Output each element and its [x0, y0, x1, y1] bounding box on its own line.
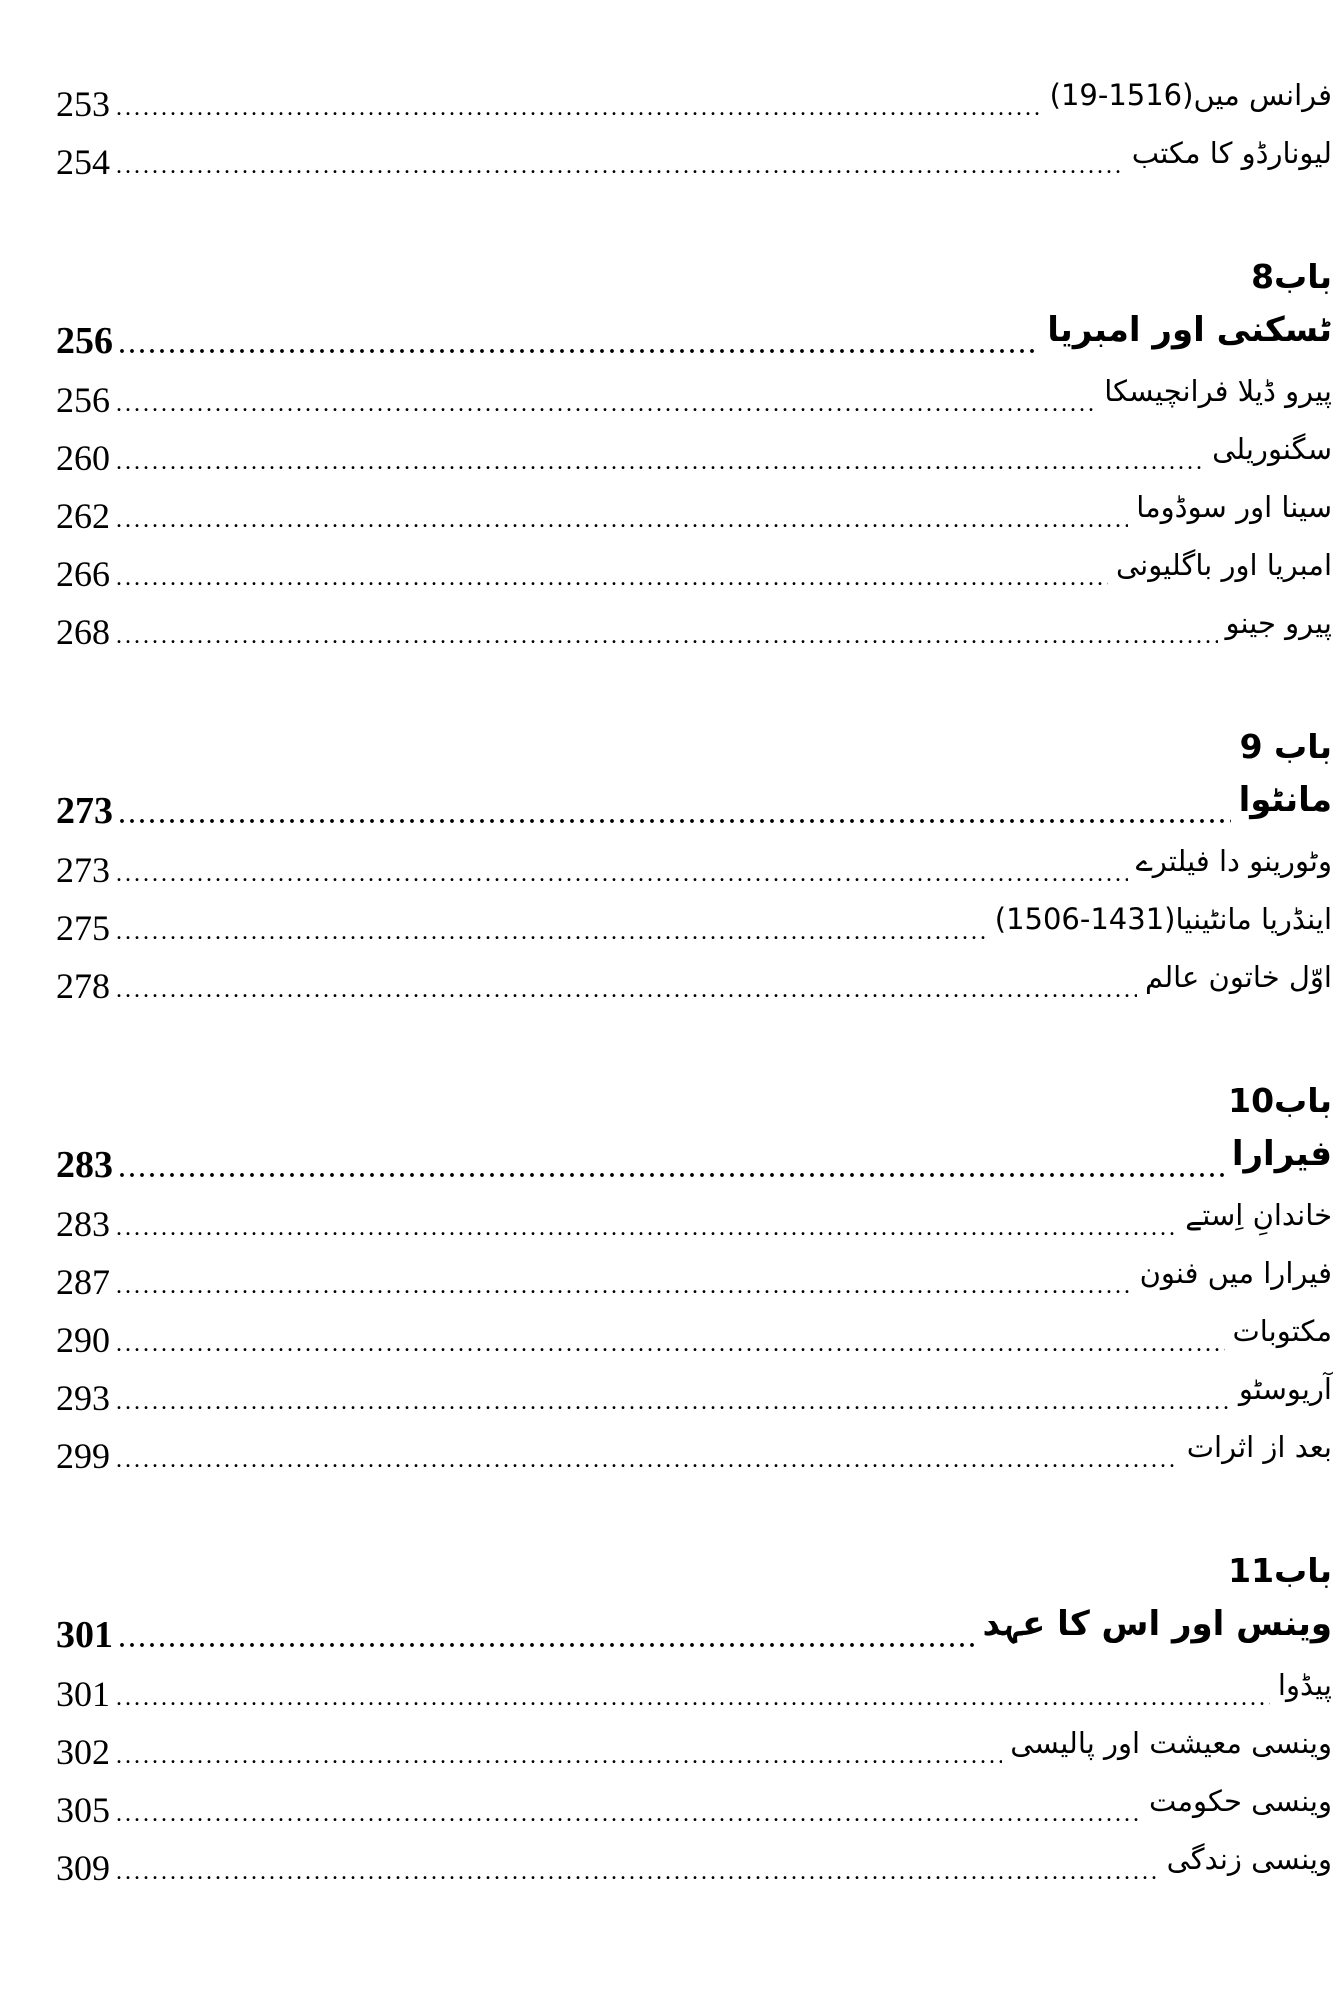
entry-title: لیونارڈو کا مکتب	[1131, 136, 1332, 171]
page-number: 301	[56, 1614, 113, 1656]
entry-title: پیرو جینو	[1225, 606, 1332, 641]
dot-leader	[116, 1744, 1002, 1768]
page-number: 278	[56, 966, 110, 1006]
dot-leader	[116, 392, 1096, 416]
entry-title: ٹسکنی اور امبریا	[1047, 310, 1332, 351]
entry-title: سگنوریلی	[1212, 432, 1332, 467]
entry-title: اینڈریا مانٹینیا(1431-1506)	[994, 902, 1332, 937]
toc-entry	[56, 592, 1332, 650]
toc-entry	[56, 302, 1332, 360]
page-number: 253	[56, 84, 110, 124]
toc-entry	[56, 1242, 1332, 1300]
dot-leader	[116, 566, 1108, 590]
dot-leader	[116, 1686, 1270, 1710]
toc-entry	[56, 534, 1332, 592]
page-number: 256	[56, 320, 113, 362]
page-number: 287	[56, 1262, 110, 1302]
entry-title: وینسی معیشت اور پالیسی	[1010, 1726, 1332, 1761]
toc-entry	[56, 1184, 1332, 1242]
entry-title: وینسی زندگی	[1166, 1842, 1332, 1877]
entry-title: وینس اور اس کا عہد	[982, 1604, 1332, 1645]
entry-title: بعد از اثرات	[1186, 1430, 1332, 1465]
entry-title: اوّل خاتون عالم	[1145, 960, 1332, 995]
entry-title: وینسی حکومت	[1148, 1784, 1332, 1819]
dot-leader	[119, 334, 1039, 358]
dot-leader	[116, 96, 1042, 120]
dot-leader	[116, 1332, 1225, 1356]
toc-entry	[56, 888, 1332, 946]
toc-entry	[56, 122, 1332, 180]
toc-entry	[56, 64, 1332, 122]
page-number: 301	[56, 1674, 110, 1714]
page-number: 260	[56, 438, 110, 478]
page-number: 273	[56, 790, 113, 832]
dot-leader	[116, 1216, 1177, 1240]
toc-entry	[56, 946, 1332, 1004]
page-number: 305	[56, 1790, 110, 1830]
page-number: 254	[56, 142, 110, 182]
entry-title: سینا اور سوڈوما	[1136, 490, 1332, 525]
entry-title: آریوسٹو	[1238, 1372, 1332, 1407]
dot-leader	[116, 508, 1128, 532]
chapter-heading: باب8	[1251, 257, 1332, 296]
page-number: 275	[56, 908, 110, 948]
dot-leader	[119, 1628, 975, 1652]
page-number: 266	[56, 554, 110, 594]
entry-title: امبریا اور باگلیونی	[1115, 548, 1332, 583]
dot-leader	[116, 154, 1124, 178]
dot-leader	[116, 1802, 1141, 1826]
toc-entry	[56, 1358, 1332, 1416]
dot-leader	[116, 1390, 1231, 1414]
page-number: 302	[56, 1732, 110, 1772]
toc-entry	[56, 772, 1332, 830]
entry-title: مانٹوا	[1238, 780, 1332, 821]
dot-leader	[116, 450, 1204, 474]
entry-title: پیرو ڈیلا فرانچیسکا	[1104, 374, 1332, 409]
entry-title: پیڈوا	[1277, 1668, 1332, 1703]
toc-entry	[56, 360, 1332, 418]
chapter-heading: باب10	[1228, 1081, 1332, 1120]
toc-entry	[56, 1300, 1332, 1358]
dot-leader	[116, 978, 1137, 1002]
page-number: 283	[56, 1204, 110, 1244]
page-number: 299	[56, 1436, 110, 1476]
entry-title: خاندانِ اِستے	[1185, 1198, 1332, 1233]
page-number: 290	[56, 1320, 110, 1360]
page-number: 283	[56, 1144, 113, 1186]
toc-entry	[56, 1712, 1332, 1770]
entry-title: وٹورینو دا فیلترے	[1135, 844, 1332, 879]
dot-leader	[119, 804, 1231, 828]
dot-leader	[116, 1274, 1132, 1298]
dot-leader	[116, 1448, 1179, 1472]
toc-entry	[56, 1416, 1332, 1474]
entry-title: فیرارا	[1231, 1134, 1332, 1175]
page-number: 293	[56, 1378, 110, 1418]
toc-entry	[56, 830, 1332, 888]
toc-entry	[56, 1828, 1332, 1886]
toc-entry	[56, 1770, 1332, 1828]
dot-leader	[116, 624, 1218, 648]
page-number: 273	[56, 850, 110, 890]
dot-leader	[116, 862, 1128, 886]
toc-entry	[56, 1126, 1332, 1184]
toc-entry	[56, 476, 1332, 534]
toc-entry	[56, 418, 1332, 476]
page-number: 256	[56, 380, 110, 420]
entry-title: مکتوبات	[1232, 1314, 1332, 1349]
dot-leader	[116, 920, 987, 944]
toc-entry	[56, 1654, 1332, 1712]
toc-entry	[56, 1596, 1332, 1654]
chapter-heading: باب11	[1228, 1551, 1332, 1590]
dot-leader	[119, 1158, 1224, 1182]
chapter-heading: باب 9	[1239, 727, 1332, 766]
page-number: 309	[56, 1848, 110, 1888]
page-number: 262	[56, 496, 110, 536]
dot-leader	[116, 1860, 1159, 1884]
page-number: 268	[56, 612, 110, 652]
entry-title: فرانس میں(1516-19)	[1049, 78, 1332, 113]
entry-title: فیرارا میں فنون	[1139, 1256, 1332, 1291]
